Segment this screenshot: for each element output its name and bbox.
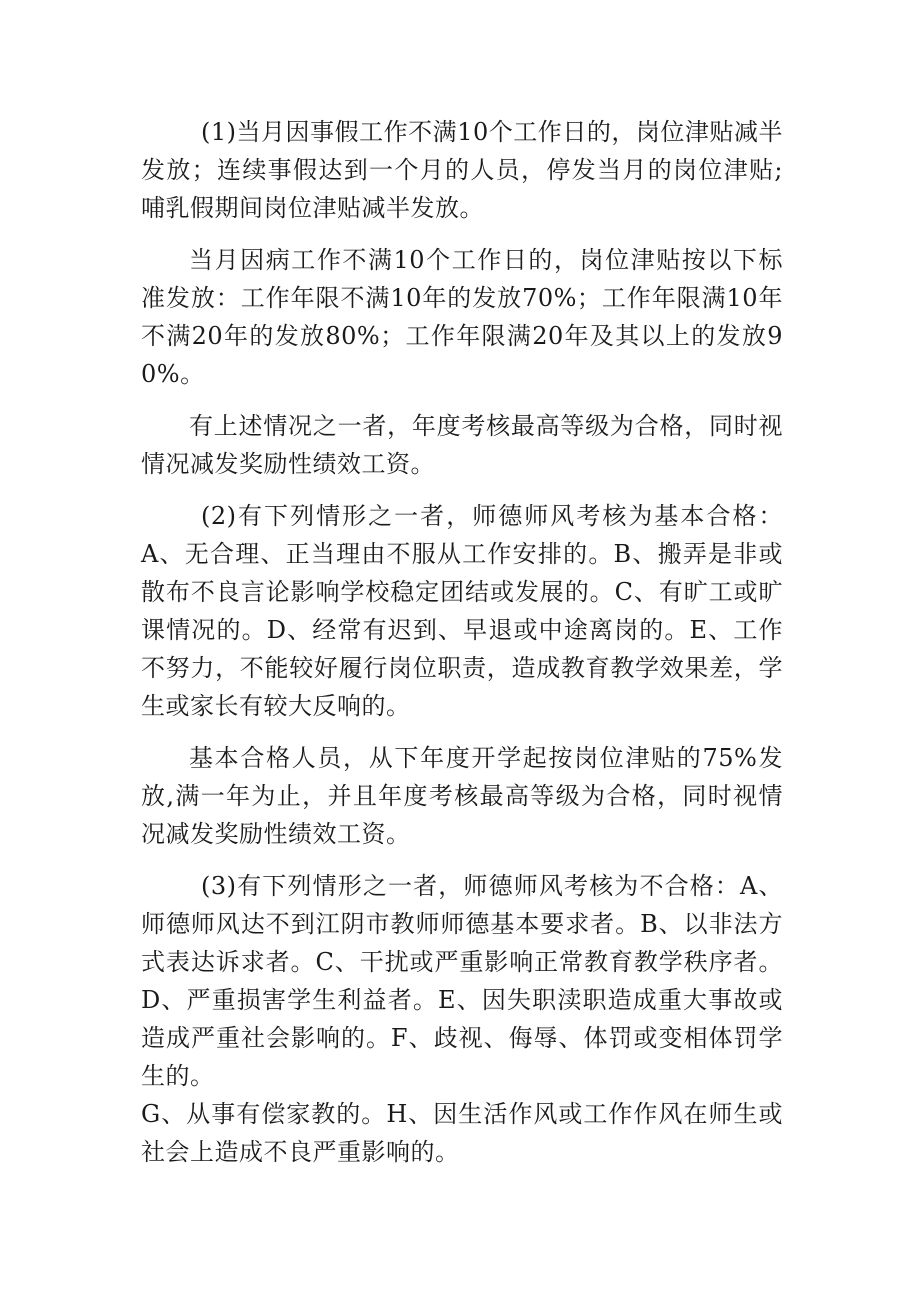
document-page	[141, 113, 783, 1171]
paragraph-7: G、从事有偿家教的。H、因生活作风或工作作风在师生或社会上造成不良严重影响的。	[141, 1100, 783, 1166]
paragraph-2: 当月因病工作不满10个工作日的，岗位津贴按以下标准发放：工作年限不满10年的发放70%；工作年限满10年不满20年的发放80%；工作年限满20年及其以上的发放90%。	[141, 246, 783, 388]
paragraph-6: (3)有下列情形之一者，师德师风考核为不合格：A、师德师风达不到江阴市教师师德基本要求者。B、以非法方式表达诉求者。C、干扰或严重影响正常教育教学秩序者。D、严重损害学生利益者。E、因失职渎职造成重大事故或造成严重社会影响的。F、歧视、侮辱、体罚或变相体罚学生的。	[141, 872, 783, 1090]
paragraph-3: 有上述情况之一者，年度考核最高等级为合格，同时视情况减发奖励性绩效工资。	[141, 412, 783, 478]
paragraph-5: 基本合格人员，从下年度开学起按岗位津贴的75%发放,满一年为止，并且年度考核最高等级为合格，同时视情况减发奖励性绩效工资。	[141, 744, 783, 848]
paragraph-1: (1)当月因事假工作不满10个工作日的，岗位津贴减半发放；连续事假达到一个月的人员，停发当月的岗位津贴;哺乳假期间岗位津贴减半发放。	[141, 118, 783, 222]
paragraph-4: (2)有下列情形之一者，师德师风考核为基本合格：A、无合理、正当理由不服从工作安排的。B、搬弄是非或散布不良言论影响学校稳定团结或发展的。C、有旷工或旷课情况的。D、经常有迟到、早退或中途离岗的。E、工作不努力，不能较好履行岗位职责，造成教育教学效果差，学生或家长有较大反响的。	[141, 502, 783, 720]
